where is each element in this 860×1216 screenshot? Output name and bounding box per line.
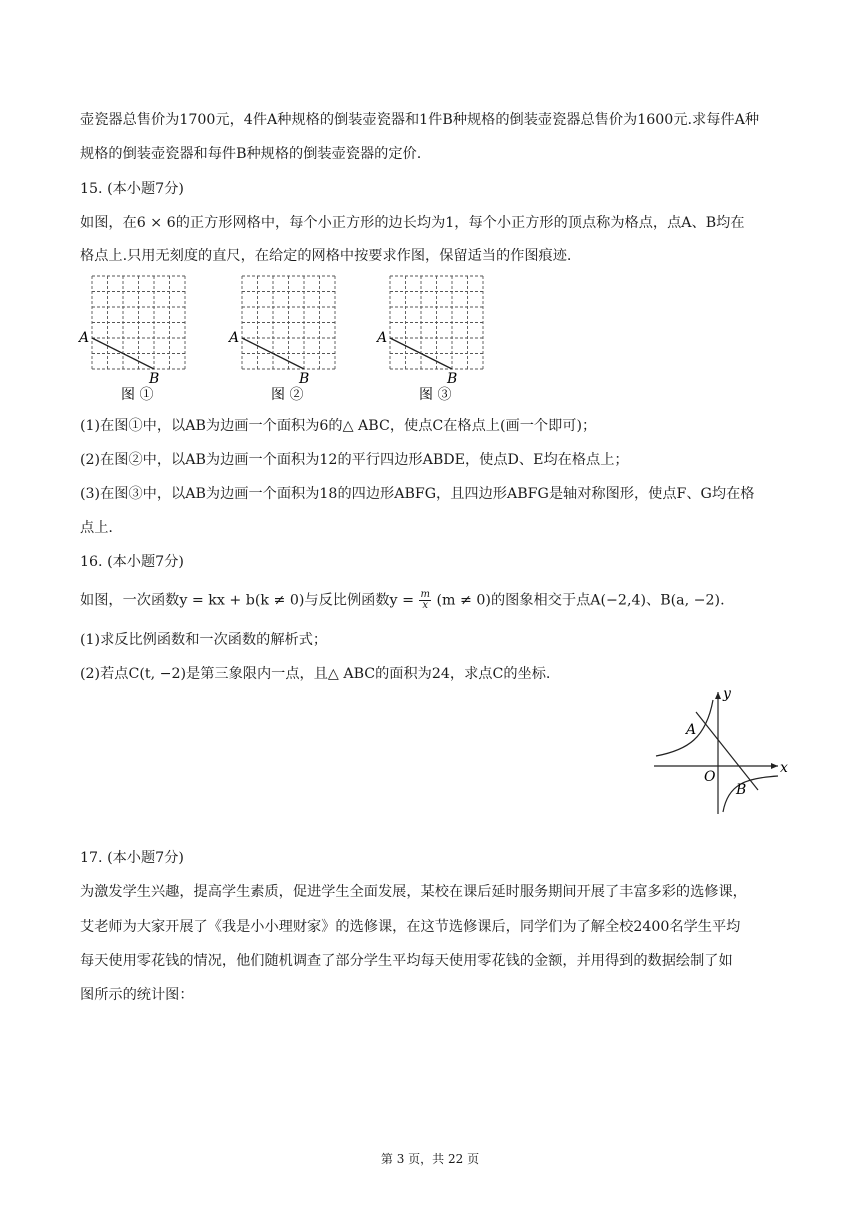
figure-caption: 图 ③ [419, 387, 452, 403]
figure-caption: 图 ① [121, 387, 154, 403]
text-segment: 如图，一次函数y = kx + b(k ≠ 0)与反比例函数y = [80, 592, 414, 609]
text-line: (1)在图①中，以AB为边画一个面积为6的△ ABC，使点C在格点上(画一个即可)； [80, 418, 597, 434]
grid-figure-1 [70, 268, 220, 408]
text-line: (2)若点C(t, −2)是第三象限内一点，且△ ABC的面积为24，求点C的坐标. [80, 666, 551, 682]
text-line: 壶瓷器总售价为1700元，4件A种规格的倒装壶瓷器和1件B种规格的倒装壶瓷器总售价为1600元.求每件A种 [80, 112, 760, 128]
x-axis-label: x [780, 760, 788, 776]
grid-figure-3 [368, 268, 518, 408]
fraction-denominator: x [422, 600, 429, 611]
question-17-heading: 17. (本小题7分) [80, 850, 184, 866]
text-line: 格点上.只用无刻度的直尺，在给定的网格中按要求作图，保留适当的作图痕迹. [80, 248, 572, 264]
text-line: (3)在图③中，以AB为边画一个面积为18的四边形ABFG，且四边形ABFG是轴对称图形，使点F、G均在格 [80, 486, 755, 502]
fraction [419, 590, 430, 611]
question-15-heading: 15. (本小题7分) [80, 181, 184, 197]
function-graph-figure [650, 686, 790, 816]
text-line: 为激发学生兴趣，提高学生素质，促进学生全面发展，某校在课后延时服务期间开展了丰富多彩的选修课， [80, 884, 747, 900]
point-b-label: B [299, 371, 310, 387]
origin-label: O [704, 769, 716, 785]
text-segment: (m ≠ 0)的图象相交于点A(−2,4)、B(a, −2). [436, 592, 725, 609]
text-line: 图所示的统计图： [80, 987, 194, 1003]
point-a-label: A [686, 722, 697, 738]
text-line: 点上. [80, 520, 113, 536]
text-line [80, 590, 792, 611]
question-16-heading: 16. (本小题7分) [80, 554, 184, 570]
text-line: (1)求反比例函数和一次函数的解析式； [80, 632, 328, 648]
point-b-label: B [447, 371, 458, 387]
point-a-label: A [79, 330, 90, 346]
text-line: (2)在图②中，以AB为边画一个面积为12的平行四边形ABDE，使点D、E均在格点上； [80, 452, 629, 468]
grid-figure-2 [220, 268, 370, 408]
figure-caption: 图 ② [271, 387, 304, 403]
point-a-label: A [377, 330, 388, 346]
page-footer: 第 3 页，共 22 页 [380, 1152, 480, 1166]
point-a-label: A [229, 330, 240, 346]
text-line: 如图，在6 × 6的正方形网格中，每个小正方形的边长均为1，每个小正方形的顶点称为格点，点A、B均在 [80, 215, 745, 231]
point-b-label: B [149, 371, 160, 387]
text-line: 每天使用零花钱的情况，他们随机调查了部分学生平均每天使用零花钱的金额，并用得到的数据绘制了如 [80, 953, 733, 969]
y-axis-arrow [715, 692, 721, 699]
text-line: 艾老师为大家开展了《我是小小理财家》的选修课，在这节选修课后，同学们为了解全校2400名学生平均 [80, 919, 741, 935]
hyperbola-branch-upper [656, 700, 713, 756]
x-axis-arrow [771, 763, 778, 769]
text-line: 规格的倒装壶瓷器和每件B种规格的倒装壶瓷器的定价. [80, 146, 422, 162]
fraction-numerator: m [420, 589, 430, 600]
point-b-label: B [736, 782, 747, 798]
y-axis-label: y [723, 686, 731, 702]
